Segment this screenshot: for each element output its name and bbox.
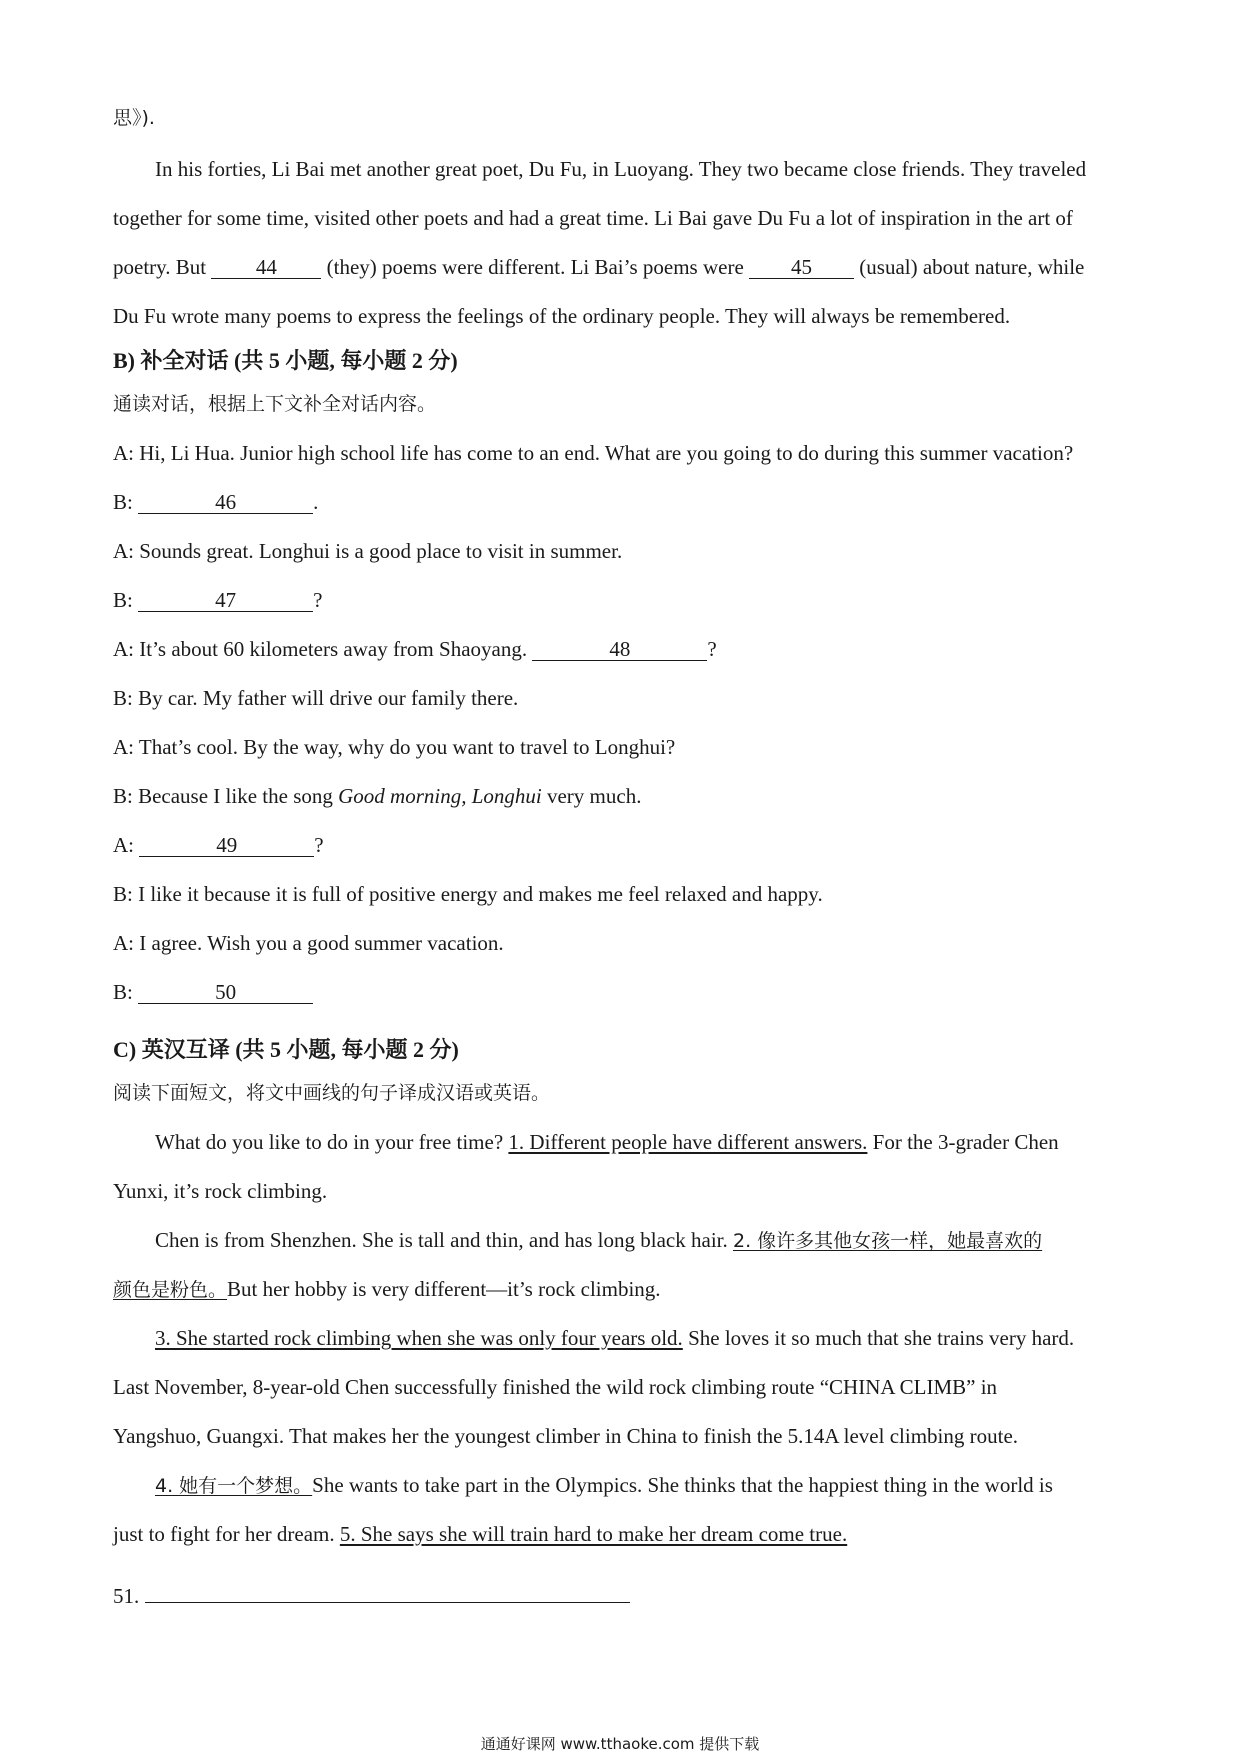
text: A: It’s about 60 kilometers away from Shaoyang. xyxy=(113,637,528,661)
libai-line-3 xyxy=(113,254,1133,280)
text: For the 3-grader Chen xyxy=(872,1130,1059,1154)
passage-line-4 xyxy=(113,1276,1133,1303)
punct: ? xyxy=(314,833,324,857)
dialog-line-11: A: I agree. Wish you a good summer vacation. xyxy=(113,931,504,955)
blank-49[interactable]: 49 xyxy=(139,834,314,857)
libai-line-4: Du Fu wrote many poems to express the feelings of the ordinary people. They will always be remembered. xyxy=(113,304,1011,328)
sentence-5: 5. She says she will train hard to make her dream come true. xyxy=(339,1522,848,1546)
dialog-line-1: A: Hi, Li Hua. Junior high school life has come to an end. What are you going to do during this summer vacation? xyxy=(113,441,1074,465)
speaker: B: xyxy=(113,588,133,612)
dialog-line-5 xyxy=(113,636,1133,662)
speaker: B: xyxy=(113,490,133,514)
speaker: A: xyxy=(113,833,134,857)
sentence-2: 2. 像许多其他女孩一样，她最喜欢的 xyxy=(732,1230,1043,1252)
dialog-line-6: B: By car. My father will drive our family there. xyxy=(113,686,519,710)
section-c-title: C) 英汉互译 (共 5 小题, 每小题 2 分) xyxy=(113,1037,459,1062)
dialog-line-8 xyxy=(113,783,1133,809)
dialog-line-7: A: That’s cool. By the way, why do you want to travel to Longhui? xyxy=(113,735,676,759)
paragraph-end: 思》). xyxy=(113,107,155,129)
dialog-line-12 xyxy=(113,979,1133,1005)
passage-line-6: Last November, 8-year-old Chen successfully finished the wild rock climbing route “CHINA CLIMB” in xyxy=(113,1375,998,1399)
text: But her hobby is very different—it’s rock climbing. xyxy=(227,1277,661,1301)
passage-line-8 xyxy=(155,1472,1175,1499)
text: (they) poems were different. Li Bai’s poems were xyxy=(326,255,744,279)
passage-line-3 xyxy=(155,1227,1175,1254)
speaker: B: xyxy=(113,980,133,1004)
text: (usual) about nature, while xyxy=(859,255,1085,279)
song-title: Good morning, Longhui xyxy=(338,784,542,808)
libai-line-1: In his forties, Li Bai met another great poet, Du Fu, in Luoyang. They two became close friends. They traveled xyxy=(155,157,1087,181)
text: very much. xyxy=(546,784,642,808)
blank-50[interactable]: 50 xyxy=(138,981,313,1004)
dialog-line-9 xyxy=(113,832,1133,858)
punct: . xyxy=(313,490,319,514)
answer-number: 51. xyxy=(113,1584,140,1608)
section-b-instruction: 通读对话，根据上下文补全对话内容。 xyxy=(113,393,437,415)
blank-45[interactable]: 45 xyxy=(749,256,854,279)
text: just to fight for her dream. xyxy=(113,1522,335,1546)
punct: ? xyxy=(313,588,323,612)
sentence-2-cont: 颜色是粉色。 xyxy=(113,1279,228,1301)
passage-line-1 xyxy=(155,1129,1175,1155)
answer-51-line[interactable] xyxy=(145,1580,630,1603)
sentence-3: 3. She started rock climbing when she was only four years old. xyxy=(155,1326,683,1350)
text: She wants to take part in the Olympics. She thinks that the happiest thing in the world is xyxy=(312,1473,1053,1497)
dialog-line-10: B: I like it because it is full of positive energy and makes me feel relaxed and happy. xyxy=(113,882,823,906)
text: She loves it so much that she trains very hard. xyxy=(688,1326,1075,1350)
blank-47[interactable]: 47 xyxy=(138,589,313,612)
blank-44[interactable]: 44 xyxy=(211,256,321,279)
punct: ? xyxy=(707,637,717,661)
sentence-4: 4. 她有一个梦想。 xyxy=(155,1475,313,1497)
passage-line-5 xyxy=(155,1325,1175,1351)
dialog-line-2 xyxy=(113,489,1133,515)
text: poetry. But xyxy=(113,255,207,279)
text: Chen is from Shenzhen. She is tall and thin, and has long black hair. xyxy=(155,1228,728,1252)
libai-line-2: together for some time, visited other poets and had a great time. Li Bai gave Du Fu a lot of inspiration in the art of xyxy=(113,206,1073,230)
passage-line-2: Yunxi, it’s rock climbing. xyxy=(113,1179,328,1203)
passage-line-7: Yangshuo, Guangxi. That makes her the youngest climber in China to finish the 5.14A level climbing route. xyxy=(113,1424,1019,1448)
text: What do you like to do in your free time? xyxy=(155,1130,504,1154)
dialog-line-3: A: Sounds great. Longhui is a good place to visit in summer. xyxy=(113,539,623,563)
sentence-1: 1. Different people have different answers. xyxy=(508,1130,868,1154)
section-b-title: B) 补全对话 (共 5 小题, 每小题 2 分) xyxy=(113,348,458,373)
blank-48[interactable]: 48 xyxy=(532,638,707,661)
section-c-instruction: 阅读下面短文，将文中画线的句子译成汉语或英语。 xyxy=(113,1082,551,1104)
answer-51 xyxy=(113,1580,1133,1609)
passage-line-9 xyxy=(113,1521,1133,1547)
blank-46[interactable]: 46 xyxy=(138,491,313,514)
dialog-line-4 xyxy=(113,587,1133,613)
text: B: Because I like the song xyxy=(113,784,333,808)
footer: 通通好课网 www.tthaoke.com 提供下载 xyxy=(480,1735,760,1753)
